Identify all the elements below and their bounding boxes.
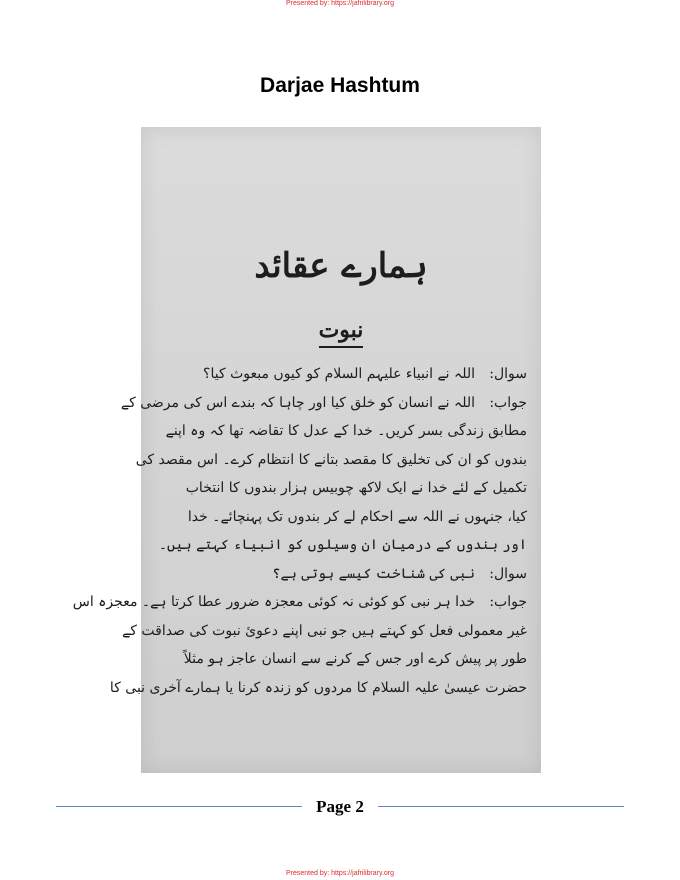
line-text: تکمیل کے لئے خدا نے ایک لاکھ چوبیس ہزار بندوں کا انتخاب (185, 480, 527, 496)
scan-text-line (155, 561, 527, 587)
line-text: اللہ نے انبیاء علیہم السلام کو کیوں مبعوث کیا؟ (203, 366, 475, 382)
line-text: غیر معمولی فعل کو کہتے ہیں جو نبی اپنے دعویٔ نبوت کی صداقت کے (122, 622, 527, 639)
scan-text-line (155, 532, 527, 558)
scanned-page-image (72, 127, 541, 773)
qa-label: جواب: (489, 394, 527, 411)
scan-subheading-text: نبوت (319, 317, 364, 348)
document-title: Darjae Hashtum (260, 74, 420, 97)
scan-heading: ہمارے عقائد (254, 246, 428, 286)
scan-text-line (135, 447, 527, 473)
scan-text-line (120, 390, 527, 416)
footer-rule-right (378, 806, 624, 807)
qa-label: جواب: (489, 594, 527, 610)
line-text: اللہ نے انسان کو خلق کیا اور چاہا کہ بندے اس کی مرضی کے (120, 394, 475, 411)
line-text: مطابق زندگی بسر کریں۔ خدا کے عدل کا تقاضہ تھا کہ وہ اپنے (165, 423, 527, 439)
presented-by-footer[interactable]: Presented by: https://jafrilibrary.org (285, 870, 395, 877)
scan-subheading (141, 317, 541, 343)
scan-text-line (72, 589, 527, 615)
line-text: حضرت عیسیٰ علیہ السلام کا مردوں کو زندہ کرنا یا ہمارے آخری نبی کا (109, 679, 527, 696)
scan-text-line (155, 418, 527, 444)
scan-text-line (155, 361, 527, 387)
line-text: طور پر پیش کرے اور جس کے کرنے سے انسان عاجز ہو مثلاً (183, 651, 527, 667)
line-text: نبی کی شناخت کیسے ہوتی ہے؟ (272, 565, 475, 582)
page-number: Page 2 (316, 797, 364, 816)
scan-text-line (155, 475, 527, 501)
qa-label: سوال: (489, 565, 527, 582)
footer-rule-left (56, 806, 302, 807)
line-text: خدا ہر نبی کو کوئی نہ کوئی معجزہ ضرور عطا کرتا ہے۔ معجزہ اس (72, 594, 475, 610)
scan-text-line (155, 504, 527, 530)
line-text: اور بندوں کے درمیان ان وسیلوں کو انبیاء کہتے ہیں۔ (158, 537, 527, 553)
line-text: کیا، جنہوں نے اللہ سے احکام لے کر بندوں تک پہنچائے۔ خدا (187, 508, 527, 525)
scan-text-line (155, 646, 527, 672)
line-text: بندوں کو ان کی تخلیق کا مقصد بتانے کا انتظام کرے۔ اس مقصد کی (135, 451, 527, 468)
scan-text-line (122, 618, 527, 644)
scan-text-line (109, 675, 527, 701)
qa-label: سوال: (489, 366, 527, 382)
presented-by-header[interactable]: Presented by: https://jafrilibrary.org (285, 0, 395, 7)
